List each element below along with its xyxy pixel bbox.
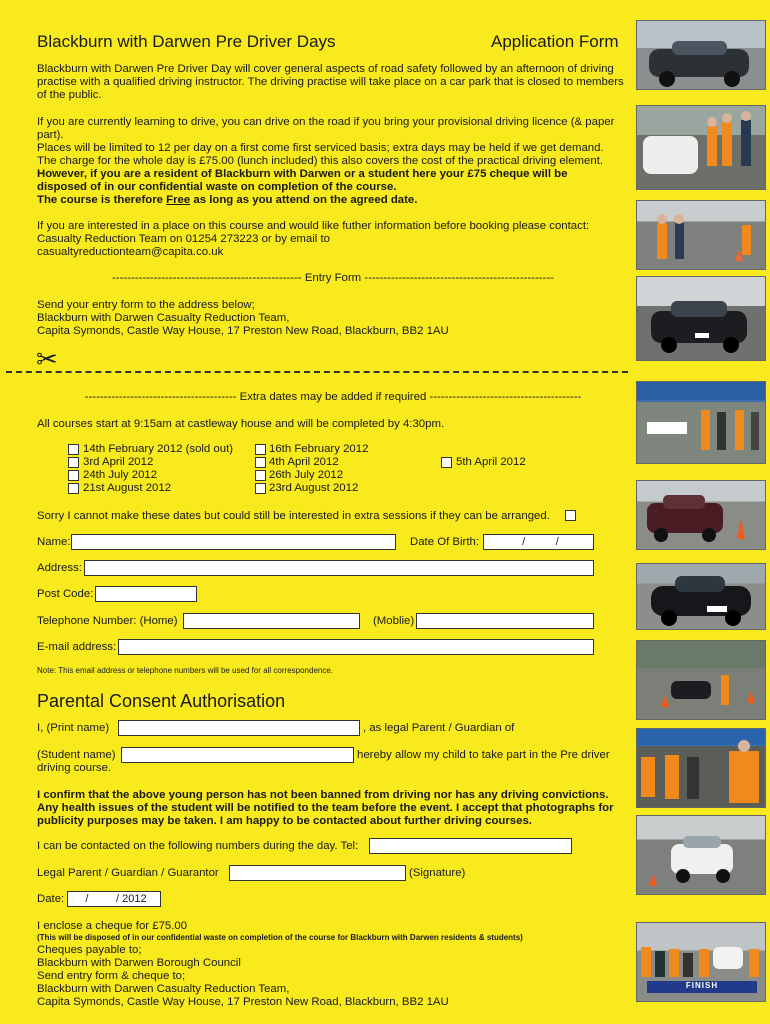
date-option: 23rd August 2012: [269, 482, 359, 494]
phone-mobile-field[interactable]: [416, 613, 594, 629]
page-title: Blackburn with Darwen Pre Driver Days: [37, 32, 336, 51]
date-checkbox[interactable]: [441, 457, 452, 468]
team-hivis-photo: [636, 728, 766, 808]
cut-line: [6, 371, 628, 373]
extra-sessions-checkbox[interactable]: [565, 510, 576, 521]
students-car-photo: [636, 105, 766, 190]
scissors-icon: ✂: [36, 344, 58, 374]
payable-to: Cheques payable to;: [37, 944, 142, 956]
licence-text: If you are currently learning to drive, you can drive on the road if you bring your provisional driving licence (& paper part).: [37, 116, 615, 142]
car-photo: [636, 20, 766, 90]
date-option: 4th April 2012: [269, 456, 339, 468]
gazebo-photo: [636, 381, 766, 464]
black-micra-photo: [636, 563, 766, 630]
dob-field[interactable]: / /: [483, 534, 594, 550]
name-field[interactable]: [71, 534, 396, 550]
places-text: Places will be limited to 12 per day on a first come first serviced basis; extra days may be held if we get demand.: [37, 142, 604, 154]
send-to: Send entry form & cheque to;: [37, 970, 186, 982]
date-option: 14th February 2012 (sold out): [83, 443, 234, 455]
free-word: Free: [166, 194, 191, 206]
signature-label: (Signature): [409, 867, 466, 879]
charge-text: The charge for the whole day is £75.00 (lunch included) this also covers the cost of the practical driving element.: [37, 155, 604, 167]
contact-phone: Casualty Reduction Team on 01254 273223 or by email to: [37, 233, 330, 245]
contact-email[interactable]: casualtyreductionteam@capita.co.uk: [37, 246, 224, 258]
white-car-photo: [636, 815, 766, 895]
team-name: Blackburn with Darwen Casualty Reduction Team,: [37, 983, 290, 995]
email-label: E-mail address:: [37, 641, 117, 653]
confirm-statement: I confirm that the above young person has not been banned from driving nor has any driving convictions. Any health issues of the student will be notified to the team before the event. I accept that photographs for publicity purposes may be taken. I am happy to be contacted about further driving courses.: [37, 789, 614, 828]
phone-mobile-label: (Moblie): [373, 615, 415, 627]
date-option: 3rd April 2012: [83, 456, 154, 468]
red-car-cones-photo: [636, 480, 766, 550]
car-course-photo: [636, 640, 766, 720]
name-label: Name:: [37, 536, 71, 548]
cheque-text: I enclose a cheque for £75.00: [37, 920, 188, 932]
date-checkbox[interactable]: [255, 470, 266, 481]
date-checkbox[interactable]: [68, 457, 79, 468]
date-option: 21st August 2012: [83, 482, 172, 494]
black-car-photo: [636, 276, 766, 361]
student-name-field[interactable]: [121, 747, 354, 763]
instructor-photo: [636, 200, 766, 270]
payee: Blackburn with Darwen Borough Council: [37, 957, 241, 969]
extra-dates-divider: ---------------------------------------- Extra dates may be added if required ----------------------------------------: [84, 391, 582, 403]
consent-title: Parental Consent Authorisation: [37, 691, 286, 711]
email-field[interactable]: [118, 639, 594, 655]
postcode-label: Post Code:: [37, 588, 94, 600]
phone-home-label: Telephone Number: (Home): [37, 615, 178, 627]
contact-tel-label: I can be contacted on the following numbers during the day. Tel:: [37, 840, 359, 852]
legal-guardian-text: , as legal Parent / Guardian of: [363, 722, 515, 734]
cheque-note: (This will be disposed of in our confidential waste on completion of the course for Blackburn with Darwen residents & students): [37, 933, 523, 942]
free-notice: The course is therefore Free as long as you attend on the agreed date.: [37, 194, 418, 206]
permission-text: hereby allow my child to take part in the Pre driver: [357, 749, 610, 761]
date-checkbox[interactable]: [68, 444, 79, 455]
entry-form-divider: -------------------------------------------------- Entry Form --------------------------------------------------: [112, 272, 554, 284]
student-name-label: (Student name): [37, 749, 116, 761]
date-option: 26th July 2012: [269, 469, 344, 481]
guardian-label: Legal Parent / Guardian / Guarantor: [37, 867, 219, 879]
date-field[interactable]: / / 2012: [67, 891, 161, 907]
date-option: 16th February 2012: [269, 443, 369, 455]
date-checkbox[interactable]: [255, 444, 266, 455]
extra-sessions-text: Sorry I cannot make these dates but could still be interested in extra sessions if they can be arranged.: [37, 510, 550, 522]
send-line-1: Send your entry form to the address below;: [37, 299, 255, 311]
signature-field[interactable]: [229, 865, 406, 881]
dob-label: Date Of Birth:: [410, 536, 480, 548]
address-label: Address:: [37, 562, 82, 574]
date-label: Date:: [37, 893, 65, 905]
correspondence-note: Note: This email address or telephone numbers will be used for all correspondence.: [37, 666, 334, 675]
send-line-3: Capita Symonds, Castle Way House, 17 Preston New Road, Blackburn, BB2 1AU: [37, 325, 449, 337]
course-times: All courses start at 9:15am at castleway house and will be completed by 4:30pm.: [37, 418, 445, 430]
form-label: Application Form: [491, 32, 619, 51]
date-checkbox[interactable]: [68, 470, 79, 481]
date-option: 5th April 2012: [456, 456, 526, 468]
date-option: 24th July 2012: [83, 469, 158, 481]
date-checkbox[interactable]: [255, 457, 266, 468]
postcode-field[interactable]: [95, 586, 197, 602]
intro-paragraph: Blackburn with Darwen Pre Driver Day will cover general aspects of road safety followed by an afternoon of driving practise with a qualified driving instructor. The driving practise will take place on a car park that is closed to members of the public.: [37, 63, 624, 102]
print-name-label: I, (Print name): [37, 722, 110, 734]
parent-name-field[interactable]: [118, 720, 360, 736]
send-line-2: Blackburn with Darwen Casualty Reduction Team,: [37, 312, 290, 324]
resident-notice: However, if you are a resident of Blackburn with Darwen or a student here your £75 cheque will be disposed of in our confidential waste on completion of the course.: [37, 168, 568, 194]
return-address: Capita Symonds, Castle Way House, 17 Preston New Road, Blackburn, BB2 1AU: [37, 996, 449, 1008]
date-checkbox[interactable]: [68, 483, 79, 494]
finish-banner-text: FINISH: [685, 981, 719, 990]
driving-course-text: driving course.: [37, 762, 112, 774]
date-checkbox[interactable]: [255, 483, 266, 494]
contact-tel-field[interactable]: [369, 838, 572, 854]
phone-home-field[interactable]: [183, 613, 360, 629]
address-field[interactable]: [84, 560, 594, 576]
group-finish-photo: [636, 922, 766, 1002]
contact-intro: If you are interested in a place on this course and would like futher information before booking please contact:: [37, 220, 590, 232]
